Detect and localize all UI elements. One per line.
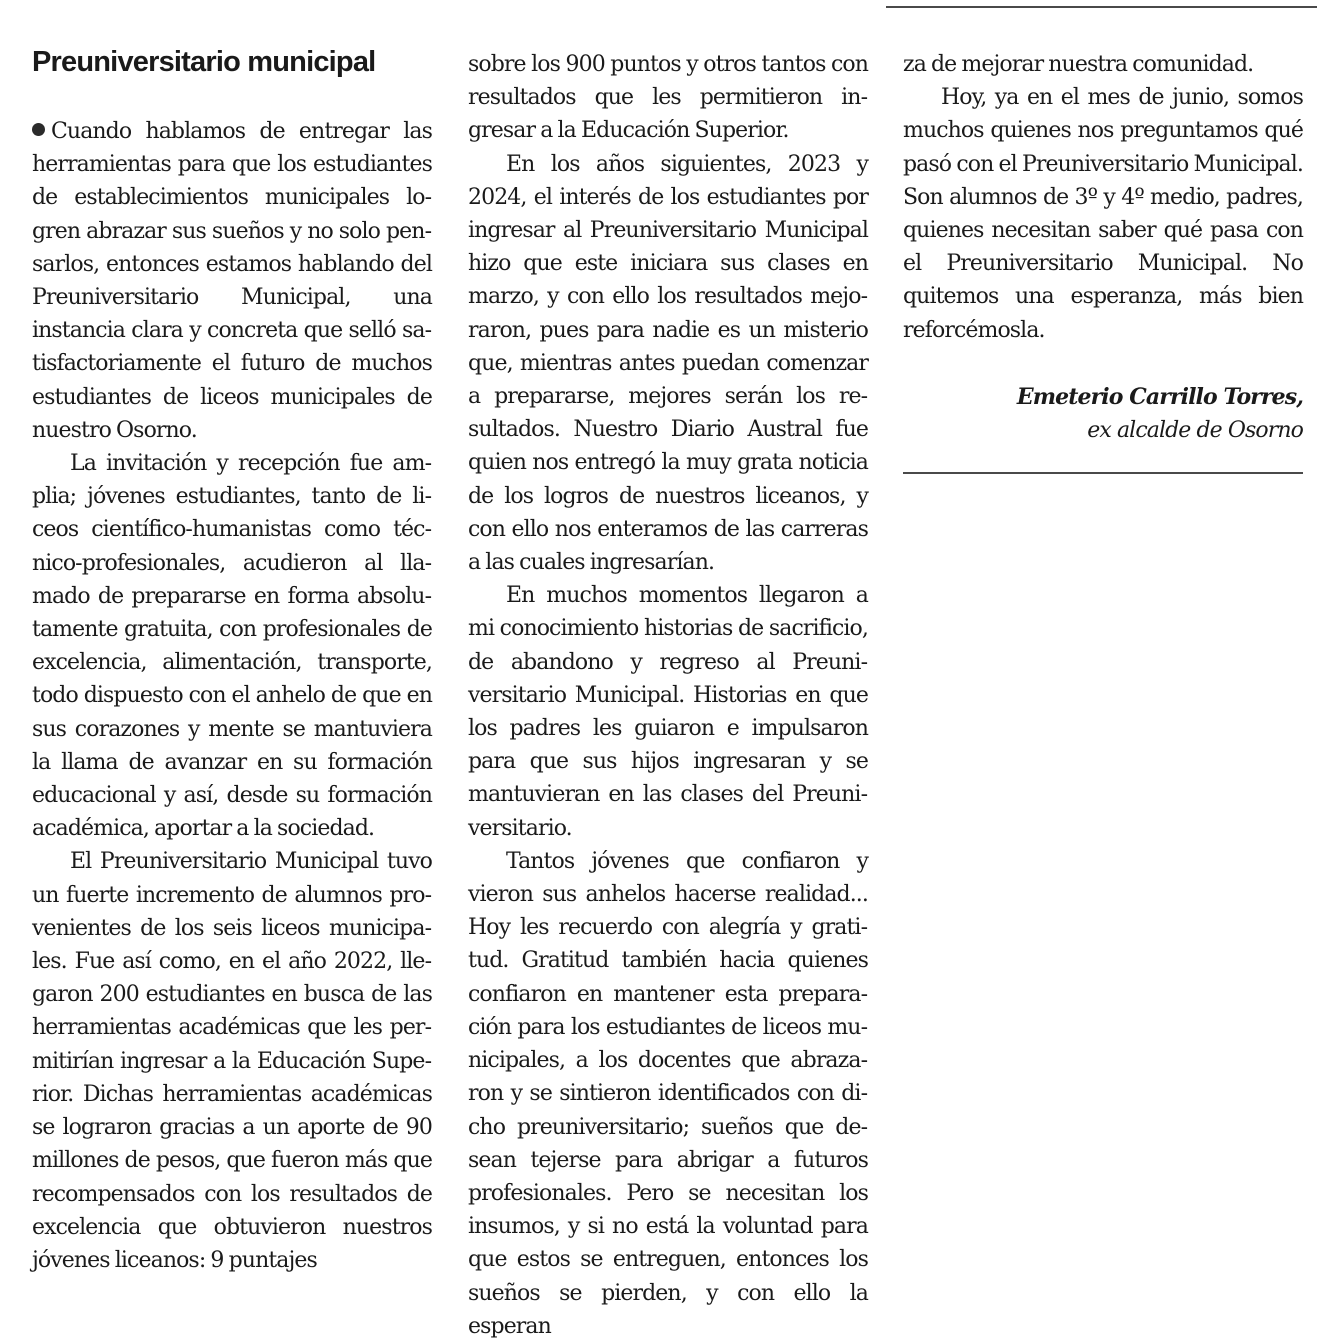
paragraph: za de mejorar nuestra comunidad. bbox=[903, 52, 1254, 77]
article-title: Preuniversitario municipal bbox=[32, 46, 376, 78]
bottom-divider bbox=[903, 472, 1303, 474]
top-divider bbox=[886, 6, 1317, 8]
paragraph: En muchos momentos llegaron a mi conocimiento historias de sacrificio, de abandono y regreso al Preuniversitario Municipal. Historias en que los padres les guiaron e impulsaron para que sus hijos ingresaran y se mantuvieran en las clases del Preuniversitario. bbox=[468, 583, 868, 841]
paragraph bbox=[32, 115, 432, 447]
paragraph: El Preuniversitario Municipal tuvo un fuerte incremento de alumnos provenientes de los seis liceos municipales. Fue así como, en el año 2022, llegaron 200 estudiantes en busca de las herramientas académicas que les permitirían ingresar a la Educación Superior. Dichas herramientas académicas se lograron gracias a un aporte de 90 millones de pesos, que fueron más que recompensados con los resultados de excelencia que obtuvieron nuestros jóvenes liceanos: 9 puntajes bbox=[32, 849, 432, 1273]
paragraph: En los años siguientes, 2023 y 2024, el interés de los estudiantes por ingresar al Preuniversitario Municipal hizo que este iniciara sus clases en marzo, y con ello los resultados mejoraron, pues para nadie es un misterio que, mientras antes puedan comenzar a prepararse, mejores serán los resultados. Nuestro Diario Austral fue quien nos entregó la muy grata noticia de los logros de nuestros liceanos, y con ello nos enteramos de las carreras a las cuales ingresarían. bbox=[468, 151, 868, 576]
paragraph: sobre los 900 puntos y otros tantos con resultados que les permitieron ingresar a la Educación Superior. bbox=[468, 52, 868, 144]
author-role: ex alcalde de Osorno bbox=[1087, 418, 1303, 443]
bullet-icon bbox=[32, 123, 45, 136]
paragraph: La invitación y recepción fue amplia; jóvenes estudiantes, tanto de liceos científico-humanistas como técnico-profesionales, acudieron al llamado de prepararse en forma absolutamente gratuita, con profesionales de excelencia, alimentación, transporte, todo dispuesto con el anhelo de que en sus corazones y mente se mantuviera la llama de avanzar en su formación educacional y así, desde su formación académica, aportar a la sociedad. bbox=[32, 451, 432, 842]
signature-block bbox=[903, 380, 1303, 448]
column-3 bbox=[903, 48, 1303, 347]
paragraph-text: Cuando hablamos de entregar las herramientas para que los estudiantes de establecimientos municipales logren abrazar sus sueños y no solo pensarlos, entonces estamos hablando del Preuniversitario Municipal, una instancia clara y concreta que selló satisfactoriamente el futuro de muchos estudiantes de liceos municipales de nuestro Osorno. bbox=[32, 119, 432, 443]
paragraph: Tantos jóvenes que confiaron y vieron sus anhelos hacerse realidad... Hoy les recuerdo con alegría y gratitud. Gratitud también hacia quienes confiaron en mantener esta preparación para los estudiantes de liceos municipales, a los docentes que abrazaron y se sintieron identificados con dicho preuniversitario; sueños que desean tejerse para abrigar a futuros profesionales. Pero se necesitan los insumos, y si no está la voluntad para que estos se entreguen, entonces los sueños se pierden, y con ello la esperan bbox=[468, 848, 868, 1339]
paragraph: Hoy, ya en el mes de junio, somos muchos quienes nos preguntamos qué pasó con el Preuniversitario Municipal. Son alumnos de 3º y 4º medio, padres, quienes necesitan saber qué pasa con el Preuniversitario Municipal. No quitemos una esperanza, más bien reforcémosla. bbox=[903, 85, 1303, 343]
column-2 bbox=[468, 48, 868, 1343]
column-1 bbox=[32, 115, 432, 1277]
author-name: Emeterio Carrillo Torres, bbox=[1016, 384, 1303, 410]
